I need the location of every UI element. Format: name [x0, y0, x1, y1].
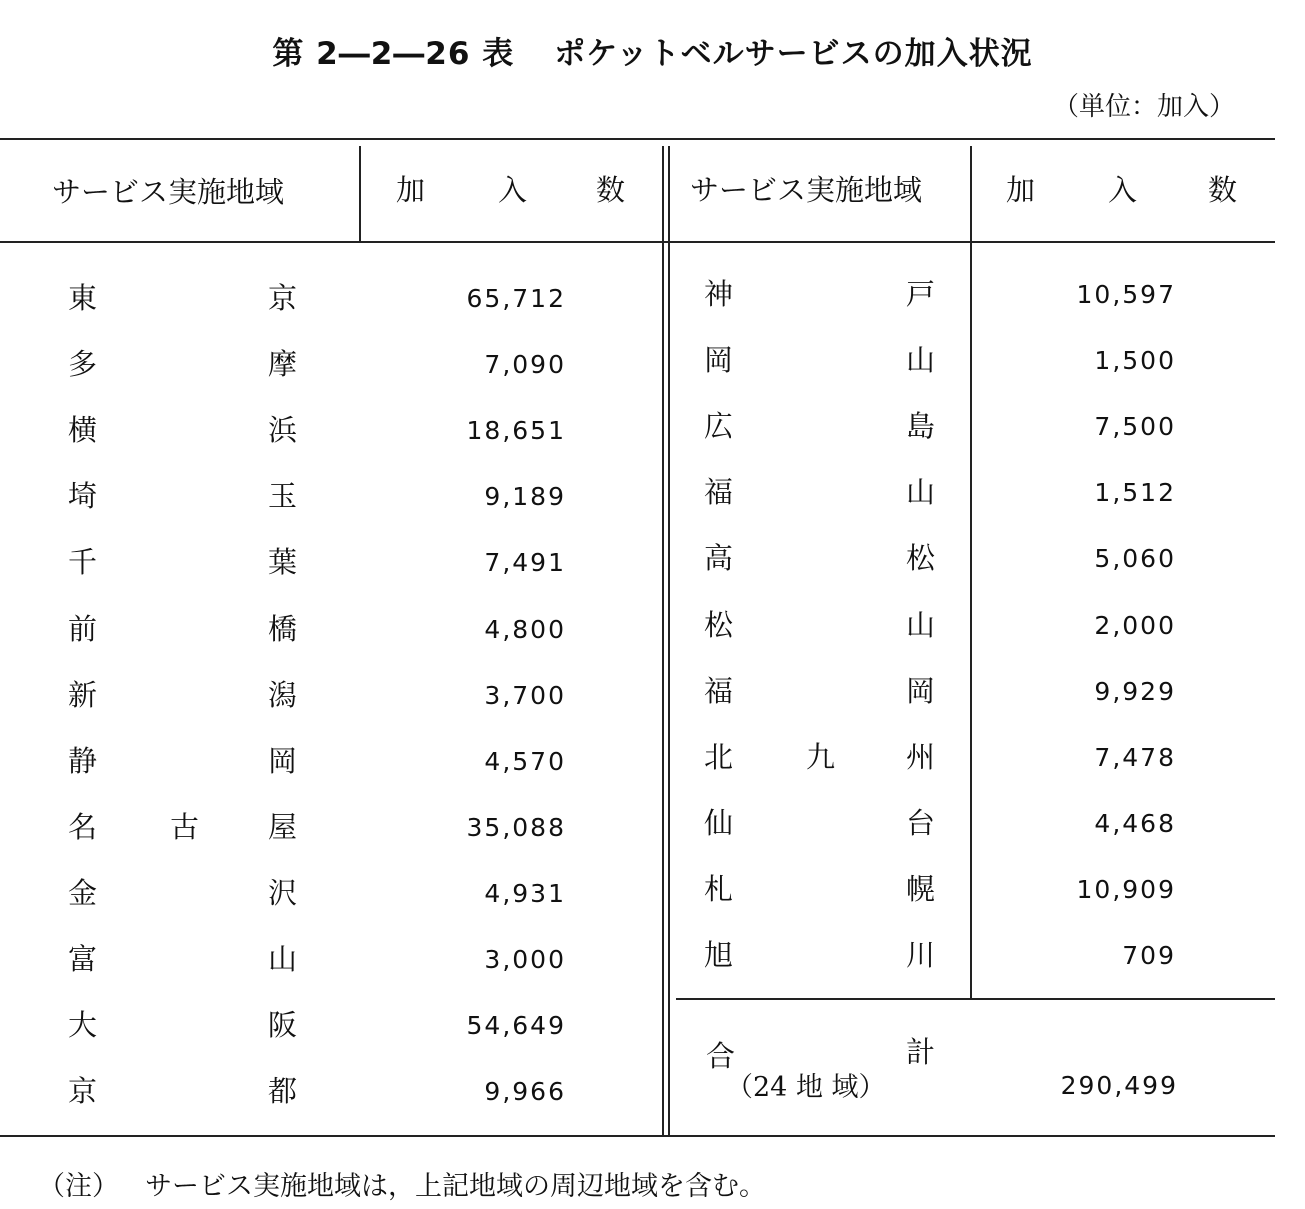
header-count-left-1: 加 [396, 173, 426, 207]
area-char: 橋 [268, 611, 298, 646]
area-char: 山 [906, 475, 936, 510]
area-char: 岡 [906, 673, 936, 708]
subscriber-count: 4,570 [484, 746, 566, 776]
subscriber-count: 3,700 [484, 680, 566, 710]
area-char: 京 [268, 281, 298, 315]
header-count-left-2: 入 [498, 173, 528, 207]
area-char: 前 [68, 611, 98, 646]
area-char: 松 [704, 607, 734, 642]
area-char: 潟 [268, 677, 298, 712]
subscriber-count: 7,500 [1094, 412, 1176, 442]
subscriber-count: 10,597 [1076, 280, 1176, 309]
area-char: 高 [704, 541, 734, 576]
header-count-right-2: 入 [1108, 173, 1138, 207]
subscriber-count: 4,800 [484, 614, 566, 644]
area-char: 幌 [906, 871, 936, 906]
subscriber-count: 1,512 [1094, 478, 1176, 508]
subscriber-count: 18,651 [466, 416, 566, 446]
subscriber-count: 2,000 [1094, 610, 1176, 640]
area-char: 横 [68, 413, 98, 448]
area-char: 岡 [704, 343, 734, 378]
area-char: 葉 [268, 545, 298, 580]
table-top-rule [0, 138, 1275, 140]
area-char: 松 [906, 541, 936, 576]
area-char: 名 [68, 809, 98, 844]
footnote [38, 1164, 766, 1203]
right-col-divider [970, 146, 972, 998]
area-char: 浜 [268, 413, 298, 448]
area-char: 玉 [268, 479, 298, 514]
subscriber-count: 54,649 [466, 1011, 566, 1041]
area-char: 都 [268, 1074, 298, 1109]
header-count-right-1: 加 [1006, 173, 1036, 207]
area-char: 金 [68, 875, 98, 910]
total-label-2: 計 [906, 1035, 936, 1069]
area-char: 千 [68, 545, 98, 580]
area-char: 多 [68, 347, 98, 382]
header-count-right-3: 数 [1208, 173, 1238, 207]
header-area-left: サービス実施地域 [52, 175, 285, 209]
subscriber-count: 9,929 [1094, 676, 1176, 706]
area-char: 埼 [68, 479, 98, 514]
area-char: 新 [68, 677, 98, 712]
area-char: 静 [68, 743, 98, 778]
area-char: 岡 [268, 743, 298, 778]
area-char: 大 [68, 1008, 98, 1043]
area-char: 富 [68, 942, 98, 976]
area-char: 東 [68, 281, 98, 315]
subscriber-count: 709 [1122, 941, 1176, 970]
header-area-right: サービス実施地域 [690, 173, 923, 207]
area-char: 福 [704, 475, 734, 510]
area-char: 屋 [268, 809, 298, 844]
area-char: 摩 [268, 347, 298, 382]
table-title [0, 28, 1305, 73]
area-char: 神 [704, 277, 734, 311]
table-number: 第 2―2―26 表 [272, 36, 515, 72]
area-char: 島 [906, 409, 936, 444]
center-double-rule-a [662, 146, 664, 1135]
area-char: 仙 [704, 805, 734, 840]
center-double-rule-b [668, 146, 670, 1135]
total-top-rule [676, 998, 1275, 1000]
header-count-left-3: 数 [596, 173, 626, 207]
area-char: 山 [906, 343, 936, 378]
total-sub-label: （24 地 域） [726, 1072, 886, 1103]
area-char: 古 [170, 809, 200, 844]
subscriber-count: 7,478 [1094, 742, 1176, 772]
table-bottom-rule [0, 1135, 1275, 1137]
footnote-text: サービス実施地域は，上記地域の周辺地域を含む。 [145, 1171, 766, 1202]
subscriber-count: 10,909 [1076, 874, 1176, 904]
subscriber-count: 9,966 [484, 1077, 566, 1107]
area-char: 京 [68, 1074, 98, 1109]
subscriber-count: 4,931 [484, 878, 566, 908]
subscriber-count: 35,088 [466, 812, 566, 842]
area-char: 札 [704, 871, 734, 906]
area-char: 福 [704, 673, 734, 708]
subscriber-count: 7,491 [484, 548, 566, 578]
total-label-1: 合 [706, 1039, 736, 1073]
subscriber-count: 1,500 [1094, 346, 1176, 376]
subscriber-count: 3,000 [484, 945, 566, 974]
area-char: 州 [906, 739, 936, 774]
area-char: 広 [704, 409, 734, 444]
area-char: 旭 [704, 938, 734, 972]
area-char: 台 [906, 805, 936, 840]
area-char: 山 [268, 942, 298, 976]
area-char: 九 [806, 739, 836, 774]
area-char: 川 [906, 938, 936, 972]
subscriber-count: 5,060 [1094, 544, 1176, 574]
subscriber-count: 65,712 [466, 284, 566, 313]
unit-label: （単位：加入） [1052, 92, 1235, 122]
subscriber-count: 7,090 [484, 350, 566, 380]
area-char: 北 [704, 739, 734, 774]
header-bottom-rule [0, 241, 1275, 243]
left-col-divider [359, 146, 361, 241]
total-value: 290,499 [1060, 1071, 1178, 1100]
table-title-text: ポケットベルサービスの加入状況 [554, 36, 1033, 72]
area-char: 沢 [268, 875, 298, 910]
subscriber-count: 9,189 [484, 482, 566, 512]
area-char: 阪 [268, 1008, 298, 1043]
area-char: 山 [906, 607, 936, 642]
footnote-label: （注） [38, 1171, 119, 1202]
subscriber-count: 4,468 [1094, 808, 1176, 838]
area-char: 戸 [906, 277, 936, 311]
